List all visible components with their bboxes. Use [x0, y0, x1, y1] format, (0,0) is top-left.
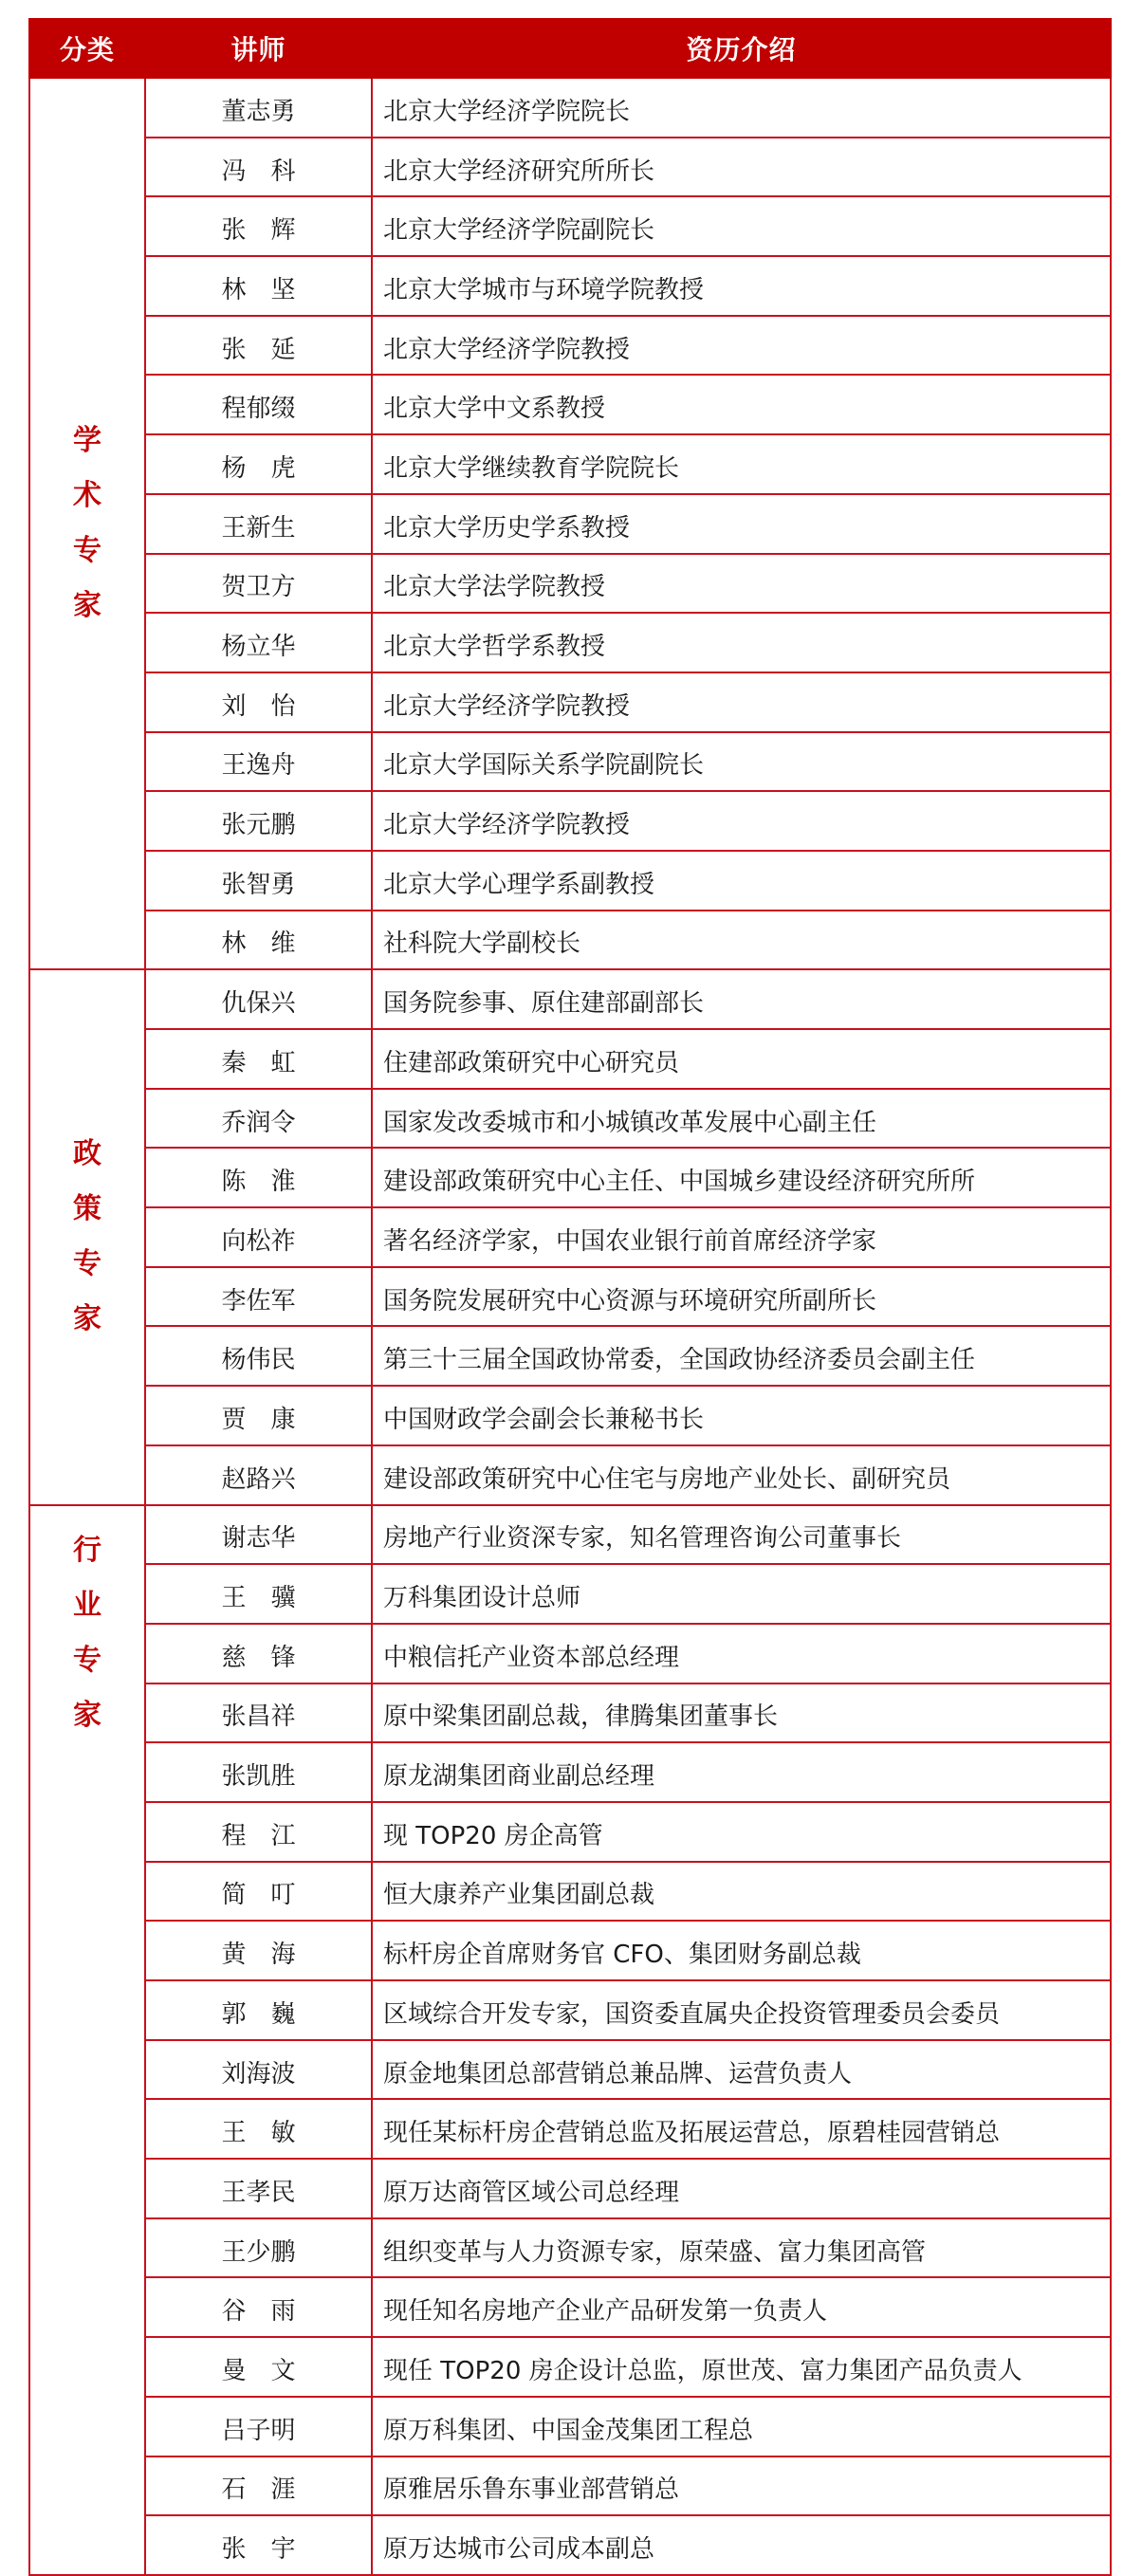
table-row: [29, 1326, 1111, 1386]
table-row: [29, 256, 1111, 316]
table-row: [29, 1980, 1111, 2040]
lecturer-bio: 中国财政学会副会长兼秘书长: [372, 1386, 1111, 1445]
table-row: [29, 2040, 1111, 2100]
lecturer-name: 慈 锋: [145, 1624, 372, 1684]
lecturer-name: 董志勇: [145, 78, 372, 138]
lecturer-bio: 原雅居乐鲁东事业部营销总: [372, 2456, 1111, 2516]
lecturer-name: 乔润令: [145, 1089, 372, 1149]
lecturer-bio: 北京大学经济学院院长: [372, 78, 1111, 138]
lecturer-name: 杨立华: [145, 613, 372, 672]
lecturer-name: 吕子明: [145, 2397, 372, 2456]
category-char: 家: [73, 589, 101, 623]
table-row: [29, 1505, 1111, 1565]
lecturer-bio: 中粮信托产业资本部总经理: [372, 1624, 1111, 1684]
lecturer-bio: 原龙湖集团商业副总经理: [372, 1742, 1111, 1802]
category-char: 业: [73, 1588, 101, 1622]
lecturer-bio: 原万达商管区域公司总经理: [372, 2159, 1111, 2218]
lecturer-bio: 组织变革与人力资源专家，原荣盛、富力集团高管: [372, 2218, 1111, 2278]
lecturer-name: 王逸舟: [145, 732, 372, 792]
lecturer-name: 张智勇: [145, 851, 372, 911]
lecturer-bio: 北京大学继续教育学院院长: [372, 434, 1111, 494]
table-row: [29, 2277, 1111, 2337]
lecturer-bio: 现任 TOP20 房企设计总监，原世茂、富力集团产品负责人: [372, 2337, 1111, 2397]
table-row: [29, 672, 1111, 732]
lecturer-bio: 北京大学经济学院副院长: [372, 196, 1111, 256]
table-row: [29, 375, 1111, 434]
category-char: 行: [73, 1533, 101, 1567]
lecturer-bio: 北京大学经济学院教授: [372, 791, 1111, 851]
expert-roster: [28, 18, 1110, 2576]
lecturer-name: 黄 海: [145, 1921, 372, 1980]
lecturer-name: 张凯胜: [145, 1742, 372, 1802]
table-row: [29, 2397, 1111, 2456]
category-char: 专: [73, 534, 101, 568]
table-row: [29, 791, 1111, 851]
table-row: [29, 1148, 1111, 1207]
lecturer-name: 王少鹏: [145, 2218, 372, 2278]
expert-table: [28, 18, 1112, 2576]
lecturer-name: 程 江: [145, 1802, 372, 1862]
lecturer-bio: 北京大学中文系教授: [372, 375, 1111, 434]
table-row: [29, 196, 1111, 256]
lecturer-bio: 北京大学法学院教授: [372, 554, 1111, 614]
lecturer-name: 郭 巍: [145, 1980, 372, 2040]
lecturer-name: 向松祚: [145, 1207, 372, 1267]
table-row: [29, 1802, 1111, 1862]
table-row: [29, 732, 1111, 792]
lecturer-bio: 原万达城市公司成本副总: [372, 2515, 1111, 2575]
lecturer-name: 王 敏: [145, 2099, 372, 2159]
category-char: 策: [73, 1192, 101, 1226]
lecturer-bio: 社科院大学副校长: [372, 911, 1111, 970]
table-row: [29, 2099, 1111, 2159]
table-body: [29, 78, 1111, 2575]
lecturer-name: 曼 文: [145, 2337, 372, 2397]
table-row: [29, 969, 1111, 1029]
lecturer-bio: 北京大学城市与环境学院教授: [372, 256, 1111, 316]
category-char: 专: [73, 1247, 101, 1281]
lecturer-bio: 住建部政策研究中心研究员: [372, 1029, 1111, 1089]
category-label: [30, 1523, 144, 1743]
lecturer-name: 林 维: [145, 911, 372, 970]
table-row: [29, 1564, 1111, 1624]
table-row: [29, 851, 1111, 911]
table-row: [29, 1921, 1111, 1980]
lecturer-bio: 建设部政策研究中心主任、中国城乡建设经济研究所所: [372, 1148, 1111, 1207]
table-row: [29, 911, 1111, 970]
lecturer-bio: 国务院参事、原住建部副部长: [372, 969, 1111, 1029]
lecturer-bio: 恒大康养产业集团副总裁: [372, 1862, 1111, 1922]
lecturer-bio: 现任某标杆房企营销总监及拓展运营总，原碧桂园营销总: [372, 2099, 1111, 2159]
lecturer-bio: 国务院发展研究中心资源与环境研究所副所长: [372, 1267, 1111, 1327]
lecturer-name: 李佐军: [145, 1267, 372, 1327]
table-row: [29, 1386, 1111, 1445]
lecturer-name: 石 涯: [145, 2456, 372, 2516]
category-char: 术: [73, 479, 101, 513]
category-char: 政: [73, 1137, 101, 1171]
lecturer-bio: 北京大学哲学系教授: [372, 613, 1111, 672]
lecturer-name: 秦 虹: [145, 1029, 372, 1089]
table-row: [29, 1089, 1111, 1149]
lecturer-name: 杨 虎: [145, 434, 372, 494]
lecturer-bio: 原中梁集团副总裁，律腾集团董事长: [372, 1684, 1111, 1743]
header-category: 分类: [29, 19, 145, 78]
table-row: [29, 1862, 1111, 1922]
table-row: [29, 138, 1111, 197]
table-row: [29, 2456, 1111, 2516]
table-row: [29, 2218, 1111, 2278]
lecturer-name: 张 辉: [145, 196, 372, 256]
table-row: [29, 1684, 1111, 1743]
lecturer-name: 张昌祥: [145, 1684, 372, 1743]
lecturer-bio: 第三十三届全国政协常委，全国政协经济委员会副主任: [372, 1326, 1111, 1386]
lecturer-name: 谷 雨: [145, 2277, 372, 2337]
lecturer-name: 张 延: [145, 316, 372, 376]
lecturer-name: 刘海波: [145, 2040, 372, 2100]
lecturer-name: 贺卫方: [145, 554, 372, 614]
table-row: [29, 316, 1111, 376]
table-row: [29, 434, 1111, 494]
lecturer-name: 赵路兴: [145, 1445, 372, 1505]
category-char: 家: [73, 1302, 101, 1336]
table-row: [29, 554, 1111, 614]
table-header-row: [29, 19, 1111, 78]
lecturer-bio: 北京大学历史学系教授: [372, 494, 1111, 554]
table-row: [29, 2337, 1111, 2397]
table-row: [29, 2515, 1111, 2575]
lecturer-bio: 北京大学经济学院教授: [372, 316, 1111, 376]
category-cell: [29, 1505, 145, 2575]
category-char: 专: [73, 1643, 101, 1677]
lecturer-bio: 现任知名房地产企业产品研发第一负责人: [372, 2277, 1111, 2337]
lecturer-name: 张 宇: [145, 2515, 372, 2575]
lecturer-name: 贾 康: [145, 1386, 372, 1445]
lecturer-name: 王新生: [145, 494, 372, 554]
lecturer-bio: 原万科集团、中国金茂集团工程总: [372, 2397, 1111, 2456]
lecturer-name: 刘 怡: [145, 672, 372, 732]
lecturer-bio: 北京大学国际关系学院副院长: [372, 732, 1111, 792]
lecturer-name: 简 叮: [145, 1862, 372, 1922]
lecturer-bio: 现 TOP20 房企高管: [372, 1802, 1111, 1862]
category-label: [30, 414, 144, 634]
lecturer-name: 林 坚: [145, 256, 372, 316]
lecturer-bio: 万科集团设计总师: [372, 1564, 1111, 1624]
header-bio: 资历介绍: [372, 19, 1111, 78]
lecturer-name: 王 骥: [145, 1564, 372, 1624]
table-row: [29, 1029, 1111, 1089]
table-row: [29, 1742, 1111, 1802]
category-char: 学: [73, 424, 101, 458]
lecturer-bio: 建设部政策研究中心住宅与房地产业处长、副研究员: [372, 1445, 1111, 1505]
lecturer-name: 仇保兴: [145, 969, 372, 1029]
table-row: [29, 494, 1111, 554]
lecturer-name: 谢志华: [145, 1505, 372, 1565]
category-label: [30, 1127, 144, 1347]
lecturer-bio: 房地产行业资深专家，知名管理咨询公司董事长: [372, 1505, 1111, 1565]
lecturer-name: 程郁缀: [145, 375, 372, 434]
table-row: [29, 1624, 1111, 1684]
lecturer-bio: 标杆房企首席财务官 CFO、集团财务副总裁: [372, 1921, 1111, 1980]
lecturer-bio: 北京大学经济学院教授: [372, 672, 1111, 732]
lecturer-name: 张元鹏: [145, 791, 372, 851]
lecturer-bio: 国家发改委城市和小城镇改革发展中心副主任: [372, 1089, 1111, 1149]
table-row: [29, 1207, 1111, 1267]
lecturer-bio: 著名经济学家，中国农业银行前首席经济学家: [372, 1207, 1111, 1267]
lecturer-bio: 北京大学心理学系副教授: [372, 851, 1111, 911]
lecturer-name: 陈 淮: [145, 1148, 372, 1207]
table-row: [29, 78, 1111, 138]
lecturer-name: 杨伟民: [145, 1326, 372, 1386]
header-lecturer: 讲师: [145, 19, 372, 78]
lecturer-name: 冯 科: [145, 138, 372, 197]
lecturer-bio: 北京大学经济研究所所长: [372, 138, 1111, 197]
table-row: [29, 1267, 1111, 1327]
table-row: [29, 613, 1111, 672]
category-cell: [29, 78, 145, 969]
table-row: [29, 2159, 1111, 2218]
lecturer-bio: 原金地集团总部营销总兼品牌、运营负责人: [372, 2040, 1111, 2100]
lecturer-name: 王孝民: [145, 2159, 372, 2218]
lecturer-bio: 区域综合开发专家，国资委直属央企投资管理委员会委员: [372, 1980, 1111, 2040]
category-char: 家: [73, 1698, 101, 1732]
table-row: [29, 1445, 1111, 1505]
category-cell: [29, 969, 145, 1504]
